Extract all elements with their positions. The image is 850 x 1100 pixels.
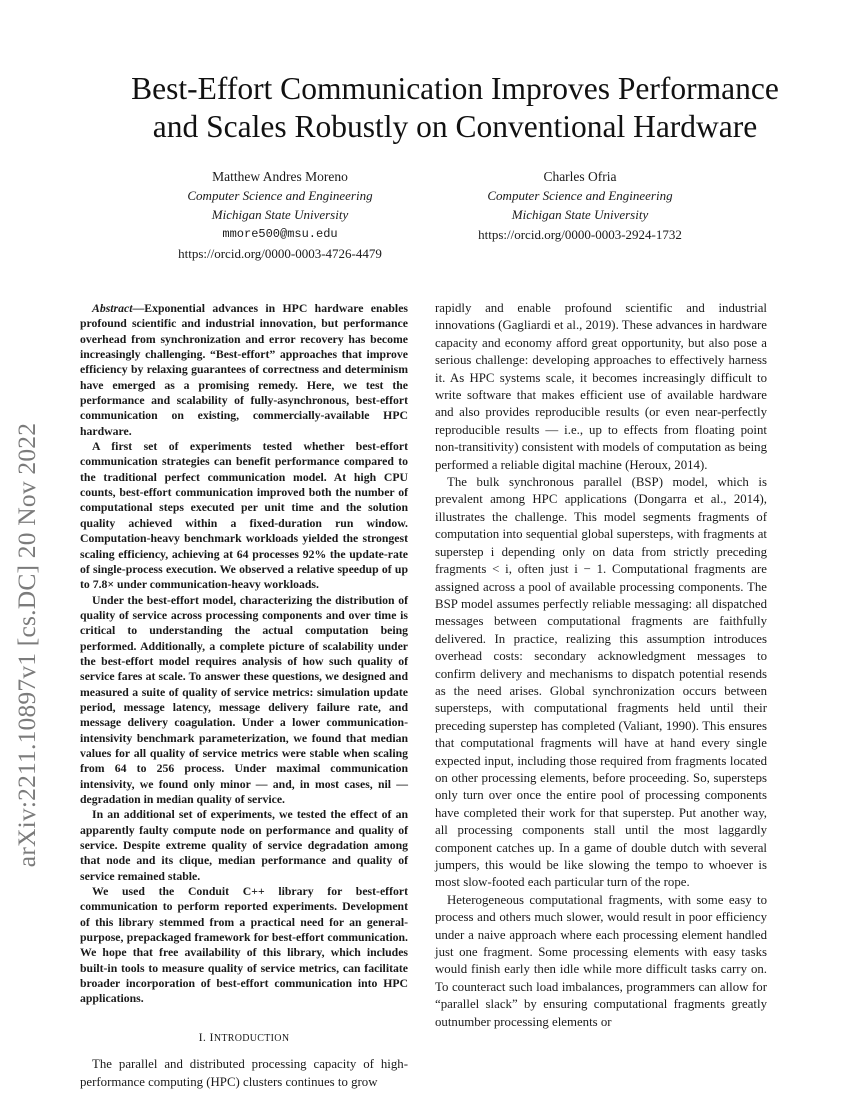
author-block-2 bbox=[445, 167, 715, 244]
author-name: Matthew Andres Moreno bbox=[212, 169, 348, 184]
abstract-paragraph: Abstract—Exponential advances in HPC hardware enables profound scientific and industrial innovation, but performance overhead from synchronization and error recovery has become increasingly challenging. “Best-effort” approaches that improve efficiency by relaxing guarantees of correctness and determinism have emerged as a promising remedy. Here, we test the performance and scalability of fully-asynchronous, best-effort communication on existing, commercially-available HPC hardware. bbox=[80, 302, 408, 438]
body-paragraph: rapidly and enable profound scientific and industrial innovations (Gagliardi et al., 2019). These advances in hardware capacity and economy afford great opportunity, but also pose a serious challenge: developing approaches to effectively harness it. As HPC systems scale, it becomes increasingly difficult to write software that makes efficient use of available hardware and also provides reproducible results (or even near-perfectly reproducible results — i.e., up to effects from floating point non-transitivity) consistent with models of computation as being performed a reliable digital machine (Heroux, 2014). bbox=[435, 301, 767, 472]
body-paragraph: Heterogeneous computational fragments, with some easy to process and others much slower, would result in poor efficiency under a naive approach where each processing element handled just one fragment. Some processing elements with easy tasks would finish early then idle while more difficult tasks carry on. To counteract such load imbalances, programmers can allow for “parallel slack” by ensuring computational fragments greatly outnumber processing elements or bbox=[435, 892, 767, 1029]
abstract-paragraph: A first set of experiments tested whether best-effort communication strategies can benefit performance compared to the traditional perfect communication model. At high CPU counts, best-effort communication improved both the number of computational steps executed per unit time and the solution quality achieved within a fixed-duration run window. Computation-heavy benchmark workloads yielded the strongest scaling efficiency, achieving at 64 processes 92% the update-rate of single-process execution. We observed a relative speedup of up to 7.8× under communication-heavy workloads. bbox=[80, 440, 408, 592]
author-orcid-link[interactable]: https://orcid.org/0000-0003-2924-1732 bbox=[478, 226, 682, 242]
author-block-1 bbox=[145, 167, 415, 263]
body-paragraph: The bulk synchronous parallel (BSP) model, which is prevalent among HPC applications (Dongarra et al., 2014), illustrates the challenge. This model segments fragments of computation into sequential global supersteps, with fragments at superstep i depending only on data from strictly preceding fragments < i, often just i − 1. Computational fragments are assigned across a pool of available processing components. The BSP model assumes perfectly reliable messaging: all dispatched messages between computational fragments are faithfully delivered. In practice, realizing this assumption introduces overhead costs: secondary acknowledgment messages to confirm delivery and mechanisms to dispatch potential resends as the need arises. Global synchronization occurs between supersteps, with computational fragments held until their preceding superstep has completed (Valiant, 1990). This ensures that computational fragments will have at hand every single expected input, including those required from fragments located on other processing elements, before proceeding. So, supersteps only turn over once the entire pool of processing components have completed their work for that superstep. Put another way, all processing components stall until the most laggardly component catches up. In a game of double dutch with several jumpers, this would be like slowing the tempo to whoever is most slow-footed each particular turn of the rope. bbox=[435, 475, 767, 890]
title-line-2: and Scales Robustly on Conventional Hardware bbox=[152, 109, 758, 144]
author-department: Computer Science and Engineering bbox=[487, 188, 673, 204]
abstract-paragraph: In an additional set of experiments, we tested the effect of an apparently faulty compute node on performance and quality of service. Despite extreme quality of service degradation among that node and its clique, median performance and quality of service remained stable. bbox=[80, 808, 408, 883]
abstract-paragraph: We used the Conduit C++ library for best-effort communication to perform reported experiments. Development of this library stemmed from a practical need for an general-purpose, prepackaged framework for best-effort communication. We hope that free availability of this library, which includes built-in tools to measure quality of service metrics, can facilitate broader incorporation of best-effort communication into HPC applications. bbox=[80, 885, 408, 1006]
right-column bbox=[435, 300, 767, 1031]
abstract-paragraph: Under the best-effort model, characterizing the distribution of quality of service across processing components and over time is critical to understanding the actual computation being performed. Additionally, a complete picture of scalability under the best-effort model requires analysis of how such quality of service fares at scale. To answer these questions, we designed and measured a suite of quality of service metrics: simulation update period, message latency, message delivery failure rate, and message delivery coagulation. Under a lower communication-intensivity benchmark parameterization, we found that median values for all quality of service metrics were stable when scaling from 64 to 256 process. Under maximal communication intensivity, we found only minor — and, in most cases, nil — degradation in median quality of service. bbox=[80, 593, 408, 806]
body-paragraph: The parallel and distributed processing capacity of high-performance computing (HPC) clusters continues to grow bbox=[80, 1057, 408, 1089]
introduction-body bbox=[80, 1056, 408, 1091]
author-university: Michigan State University bbox=[211, 207, 349, 223]
author-department: Computer Science and Engineering bbox=[187, 188, 373, 204]
abstract bbox=[80, 301, 408, 1007]
paper-title bbox=[60, 70, 850, 146]
author-university: Michigan State University bbox=[511, 207, 649, 223]
abstract-label: Abstract bbox=[92, 302, 133, 315]
author-orcid-link[interactable]: https://orcid.org/0000-0003-4726-4479 bbox=[178, 245, 382, 261]
title-line-1: Best-Effort Communication Improves Performance bbox=[131, 71, 779, 106]
author-name: Charles Ofria bbox=[543, 169, 617, 184]
arxiv-identifier-stamp: arXiv:2211.10897v1 [cs.DC] 20 Nov 2022 bbox=[12, 422, 41, 868]
section-heading-introduction: I. INTRODUCTION bbox=[198, 1029, 290, 1044]
left-column bbox=[80, 301, 408, 1091]
author-email[interactable]: mmore500@msu.edu bbox=[222, 226, 338, 241]
